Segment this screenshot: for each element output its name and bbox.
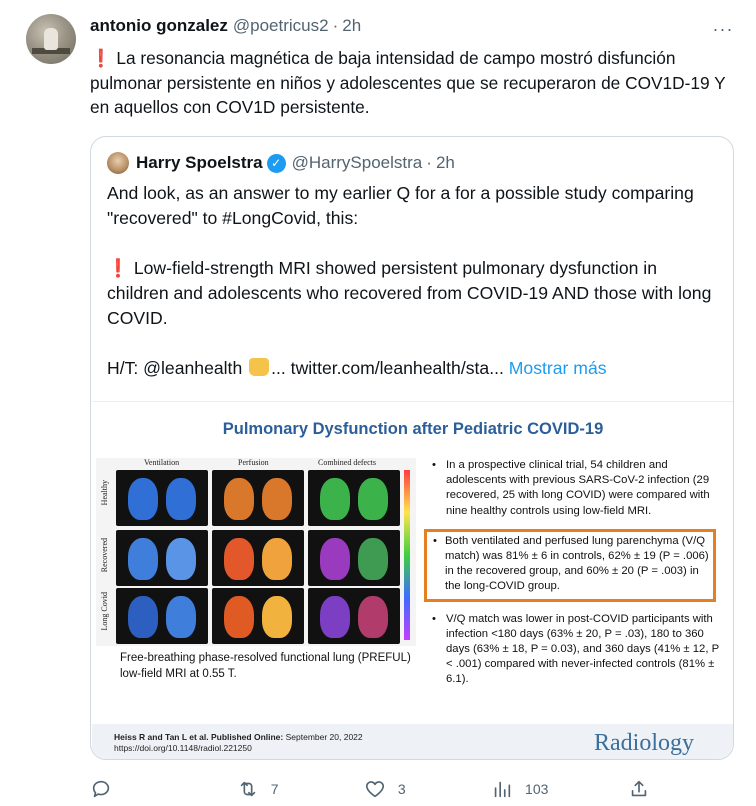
- exclamation-icon: ❗: [107, 258, 129, 278]
- verified-badge-icon: ✓: [267, 154, 286, 173]
- like-count: 3: [397, 781, 406, 797]
- retweet-icon: [237, 778, 259, 800]
- mri-cell: [212, 588, 304, 644]
- quoted-tweet[interactable]: [90, 136, 734, 760]
- mri-cell: [212, 530, 304, 586]
- attached-image[interactable]: [92, 401, 734, 760]
- reply-button[interactable]: [90, 778, 237, 800]
- finding-bullet: • In a prospective clinical trial, 54 children and adolescents with previous SARS-CoV-2 infection (29 recovered, 25 with long COVID) were compared with nine healthy controls using low-field MRI.: [428, 458, 724, 519]
- mri-cell: [308, 470, 400, 526]
- col-label-perfusion: Perfusion: [238, 458, 269, 467]
- mri-cell: [212, 470, 304, 526]
- quote-para-1: And look, as an answer to my earlier Q for a for a possible study comparing "recovered" to #LongCovid, this:: [107, 183, 694, 228]
- quote-para-3: [107, 356, 719, 381]
- retweet-count: 7: [270, 781, 279, 797]
- quote-author-name[interactable]: Harry Spoelstra: [136, 153, 263, 172]
- tweet-header: [90, 16, 361, 40]
- mri-image-grid: [96, 458, 416, 646]
- quote-timestamp[interactable]: 2h: [435, 153, 455, 172]
- quote-separator-dot: ·: [426, 153, 432, 172]
- author-name[interactable]: antonio gonzalez: [90, 16, 228, 35]
- mri-cell: [116, 588, 208, 644]
- exclamation-icon: ❗: [90, 48, 112, 68]
- finding-bullet-highlighted: • Both ventilated and perfused lung parenchyma (V/Q match) was 81% ± 6 in controls, 62% ± 19 (P = .006) in the recovered group, and 60% ± 20 (P = .003) in the long-COVID group.: [424, 529, 716, 602]
- views-button[interactable]: [491, 778, 628, 800]
- quote-avatar[interactable]: [107, 152, 129, 174]
- doi-link: https://doi.org/10.1148/radiol.221250: [114, 743, 252, 753]
- thumbs-up-icon: [249, 358, 269, 376]
- quote-header: [107, 151, 455, 175]
- slide-footer: [92, 724, 734, 760]
- retweet-button[interactable]: [237, 778, 364, 800]
- row-label-recovered: Recovered: [100, 538, 109, 573]
- mri-cell: [116, 470, 208, 526]
- reply-icon: [90, 778, 112, 800]
- show-more-link[interactable]: Mostrar más: [508, 358, 607, 378]
- mri-cell: [308, 530, 400, 586]
- quote-para-2: ❗ Low-field-strength MRI showed persistent pulmonary dysfunction in children and adolescents who recovered from COVID-19 AND those with long COVID.: [107, 258, 712, 328]
- quote-author-handle[interactable]: @HarrySpoelstra: [291, 153, 423, 172]
- col-label-combined: Combined defects: [318, 458, 376, 467]
- col-label-ventilation: Ventilation: [144, 458, 180, 467]
- citation: Heiss R and Tan L et al. Published Online: September 20, 2022 https://doi.org/10.1148/radiol.221250: [114, 732, 363, 753]
- ht-mention[interactable]: H/T: @leanhealth: [107, 358, 243, 378]
- findings-list: [428, 458, 724, 698]
- tweet-body: La resonancia magnética de baja intensidad de campo mostró disfunción pulmonar persistente en niños y adolescentes que se recuperaron de COV1D-19 Y en aquellos con COV1D persistente.: [90, 48, 726, 117]
- quote-link[interactable]: ... twitter.com/leanhealth/sta...: [271, 358, 504, 378]
- views-chart-icon: [491, 778, 513, 800]
- author-handle[interactable]: @poetricus2: [232, 16, 329, 35]
- separator-dot: ·: [332, 16, 339, 35]
- row-label-healthy: Healthy: [100, 480, 109, 506]
- figure-caption: Free-breathing phase-resolved functional lung (PREFUL) low-field MRI at 0.55 T.: [120, 652, 411, 680]
- action-bar: [90, 772, 650, 806]
- views-count: 103: [525, 781, 549, 797]
- share-icon: [628, 778, 650, 800]
- like-button[interactable]: [364, 778, 491, 800]
- avatar[interactable]: [26, 14, 76, 64]
- timestamp[interactable]: 2h: [342, 16, 362, 35]
- finding-bullet: • V/Q match was lower in post-COVID participants with infection <180 days (63% ± 20, P = .03), 180 to 360 days (63% ± 18, P = 0.03), and 360 days (41% ± 12, P < .001) compared with never-infected controls (81% ± 6.1).: [428, 612, 724, 688]
- row-label-long-covid: Long Covid: [100, 592, 109, 631]
- mri-cell: [116, 530, 208, 586]
- slide-title: Pulmonary Dysfunction after Pediatric COVID-19: [222, 420, 604, 438]
- heart-icon: [364, 778, 386, 800]
- more-options-icon[interactable]: ···: [712, 18, 734, 39]
- quote-text: [107, 181, 719, 406]
- journal-logo: Radiology: [594, 730, 694, 756]
- tweet-text: [90, 46, 740, 120]
- share-button[interactable]: [628, 778, 650, 800]
- mri-cell: [308, 588, 400, 644]
- color-scale-bar: [404, 470, 410, 640]
